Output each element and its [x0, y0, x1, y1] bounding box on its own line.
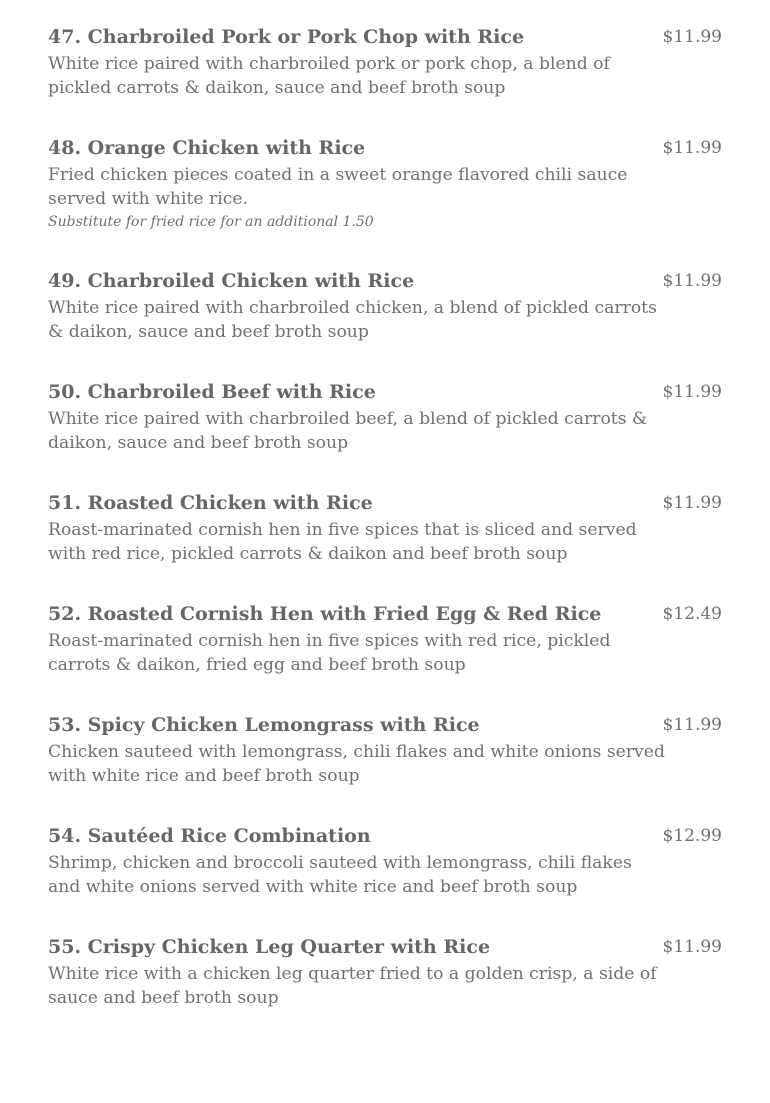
menu-item-name: 53. Spicy Chicken Lemongrass with Rice — [48, 714, 480, 736]
menu-item-price: $11.99 — [662, 937, 722, 957]
menu-item-name: 52. Roasted Cornish Hen with Fried Egg & Red Rice — [48, 603, 602, 625]
menu-item-name: 48. Orange Chicken with Rice — [48, 137, 366, 159]
menu-item — [48, 488, 728, 566]
menu-item-description: White rice with a chicken leg quarter fried to a golden crisp, a side of sauce and beef broth soup — [48, 964, 657, 1008]
menu-item — [48, 599, 728, 677]
menu-item-price: $11.99 — [662, 27, 722, 47]
menu-item-header — [48, 488, 728, 518]
menu-item-header — [48, 710, 728, 740]
menu-item-name: 50. Charbroiled Beef with Rice — [48, 381, 376, 403]
menu-item-price: $12.99 — [662, 826, 722, 846]
menu-item — [48, 22, 728, 100]
menu-item-note: Substitute for fried rice for an additional 1.50 — [48, 214, 374, 230]
menu-item — [48, 133, 728, 233]
menu-item-price: $11.99 — [662, 271, 722, 291]
menu-item — [48, 710, 728, 788]
menu-item-price: $11.99 — [662, 493, 722, 513]
menu-item — [48, 932, 728, 1010]
menu-item-description: White rice paired with charbroiled chicken, a blend of pickled carrots & daikon, sauce and beef broth soup — [48, 298, 657, 342]
menu-item-header — [48, 266, 728, 296]
menu-item-name: 54. Sautéed Rice Combination — [48, 825, 371, 847]
menu-item-price: $12.49 — [662, 604, 722, 624]
menu-item — [48, 377, 728, 455]
menu-item-name: 47. Charbroiled Pork or Pork Chop with Rice — [48, 26, 525, 48]
menu-item-price: $11.99 — [662, 715, 722, 735]
menu-item-name: 55. Crispy Chicken Leg Quarter with Rice — [48, 936, 491, 958]
menu-item-price: $11.99 — [662, 382, 722, 402]
menu-item-description: White rice paired with charbroiled beef, a blend of pickled carrots & daikon, sauce and beef broth soup — [48, 409, 648, 453]
menu-item-header — [48, 133, 728, 163]
menu-item-header — [48, 821, 728, 851]
menu-item-description: Roast-marinated cornish hen in five spices that is sliced and served with red rice, pickled carrots & daikon and beef broth soup — [48, 520, 637, 564]
menu-item-name: 51. Roasted Chicken with Rice — [48, 492, 373, 514]
menu-item-header — [48, 22, 728, 52]
menu-item-description: Roast-marinated cornish hen in five spices with red rice, pickled carrots & daikon, fried egg and beef broth soup — [48, 631, 611, 675]
menu-item-description: White rice paired with charbroiled pork or pork chop, a blend of pickled carrots & daikon, sauce and beef broth soup — [48, 54, 610, 98]
menu-item — [48, 821, 728, 899]
menu-item-header — [48, 377, 728, 407]
menu-item-description: Fried chicken pieces coated in a sweet orange flavored chili sauce served with white rice. — [48, 165, 628, 209]
menu-item-header — [48, 599, 728, 629]
menu-item-price: $11.99 — [662, 138, 722, 158]
menu-item-name: 49. Charbroiled Chicken with Rice — [48, 270, 415, 292]
menu-item-description: Chicken sauteed with lemongrass, chili flakes and white onions served with white rice and beef broth soup — [48, 742, 665, 786]
menu-item-description: Shrimp, chicken and broccoli sauteed with lemongrass, chili flakes and white onions served with white rice and beef broth soup — [48, 853, 632, 897]
menu-list — [48, 22, 728, 1043]
menu-item-header — [48, 932, 728, 962]
menu-item — [48, 266, 728, 344]
